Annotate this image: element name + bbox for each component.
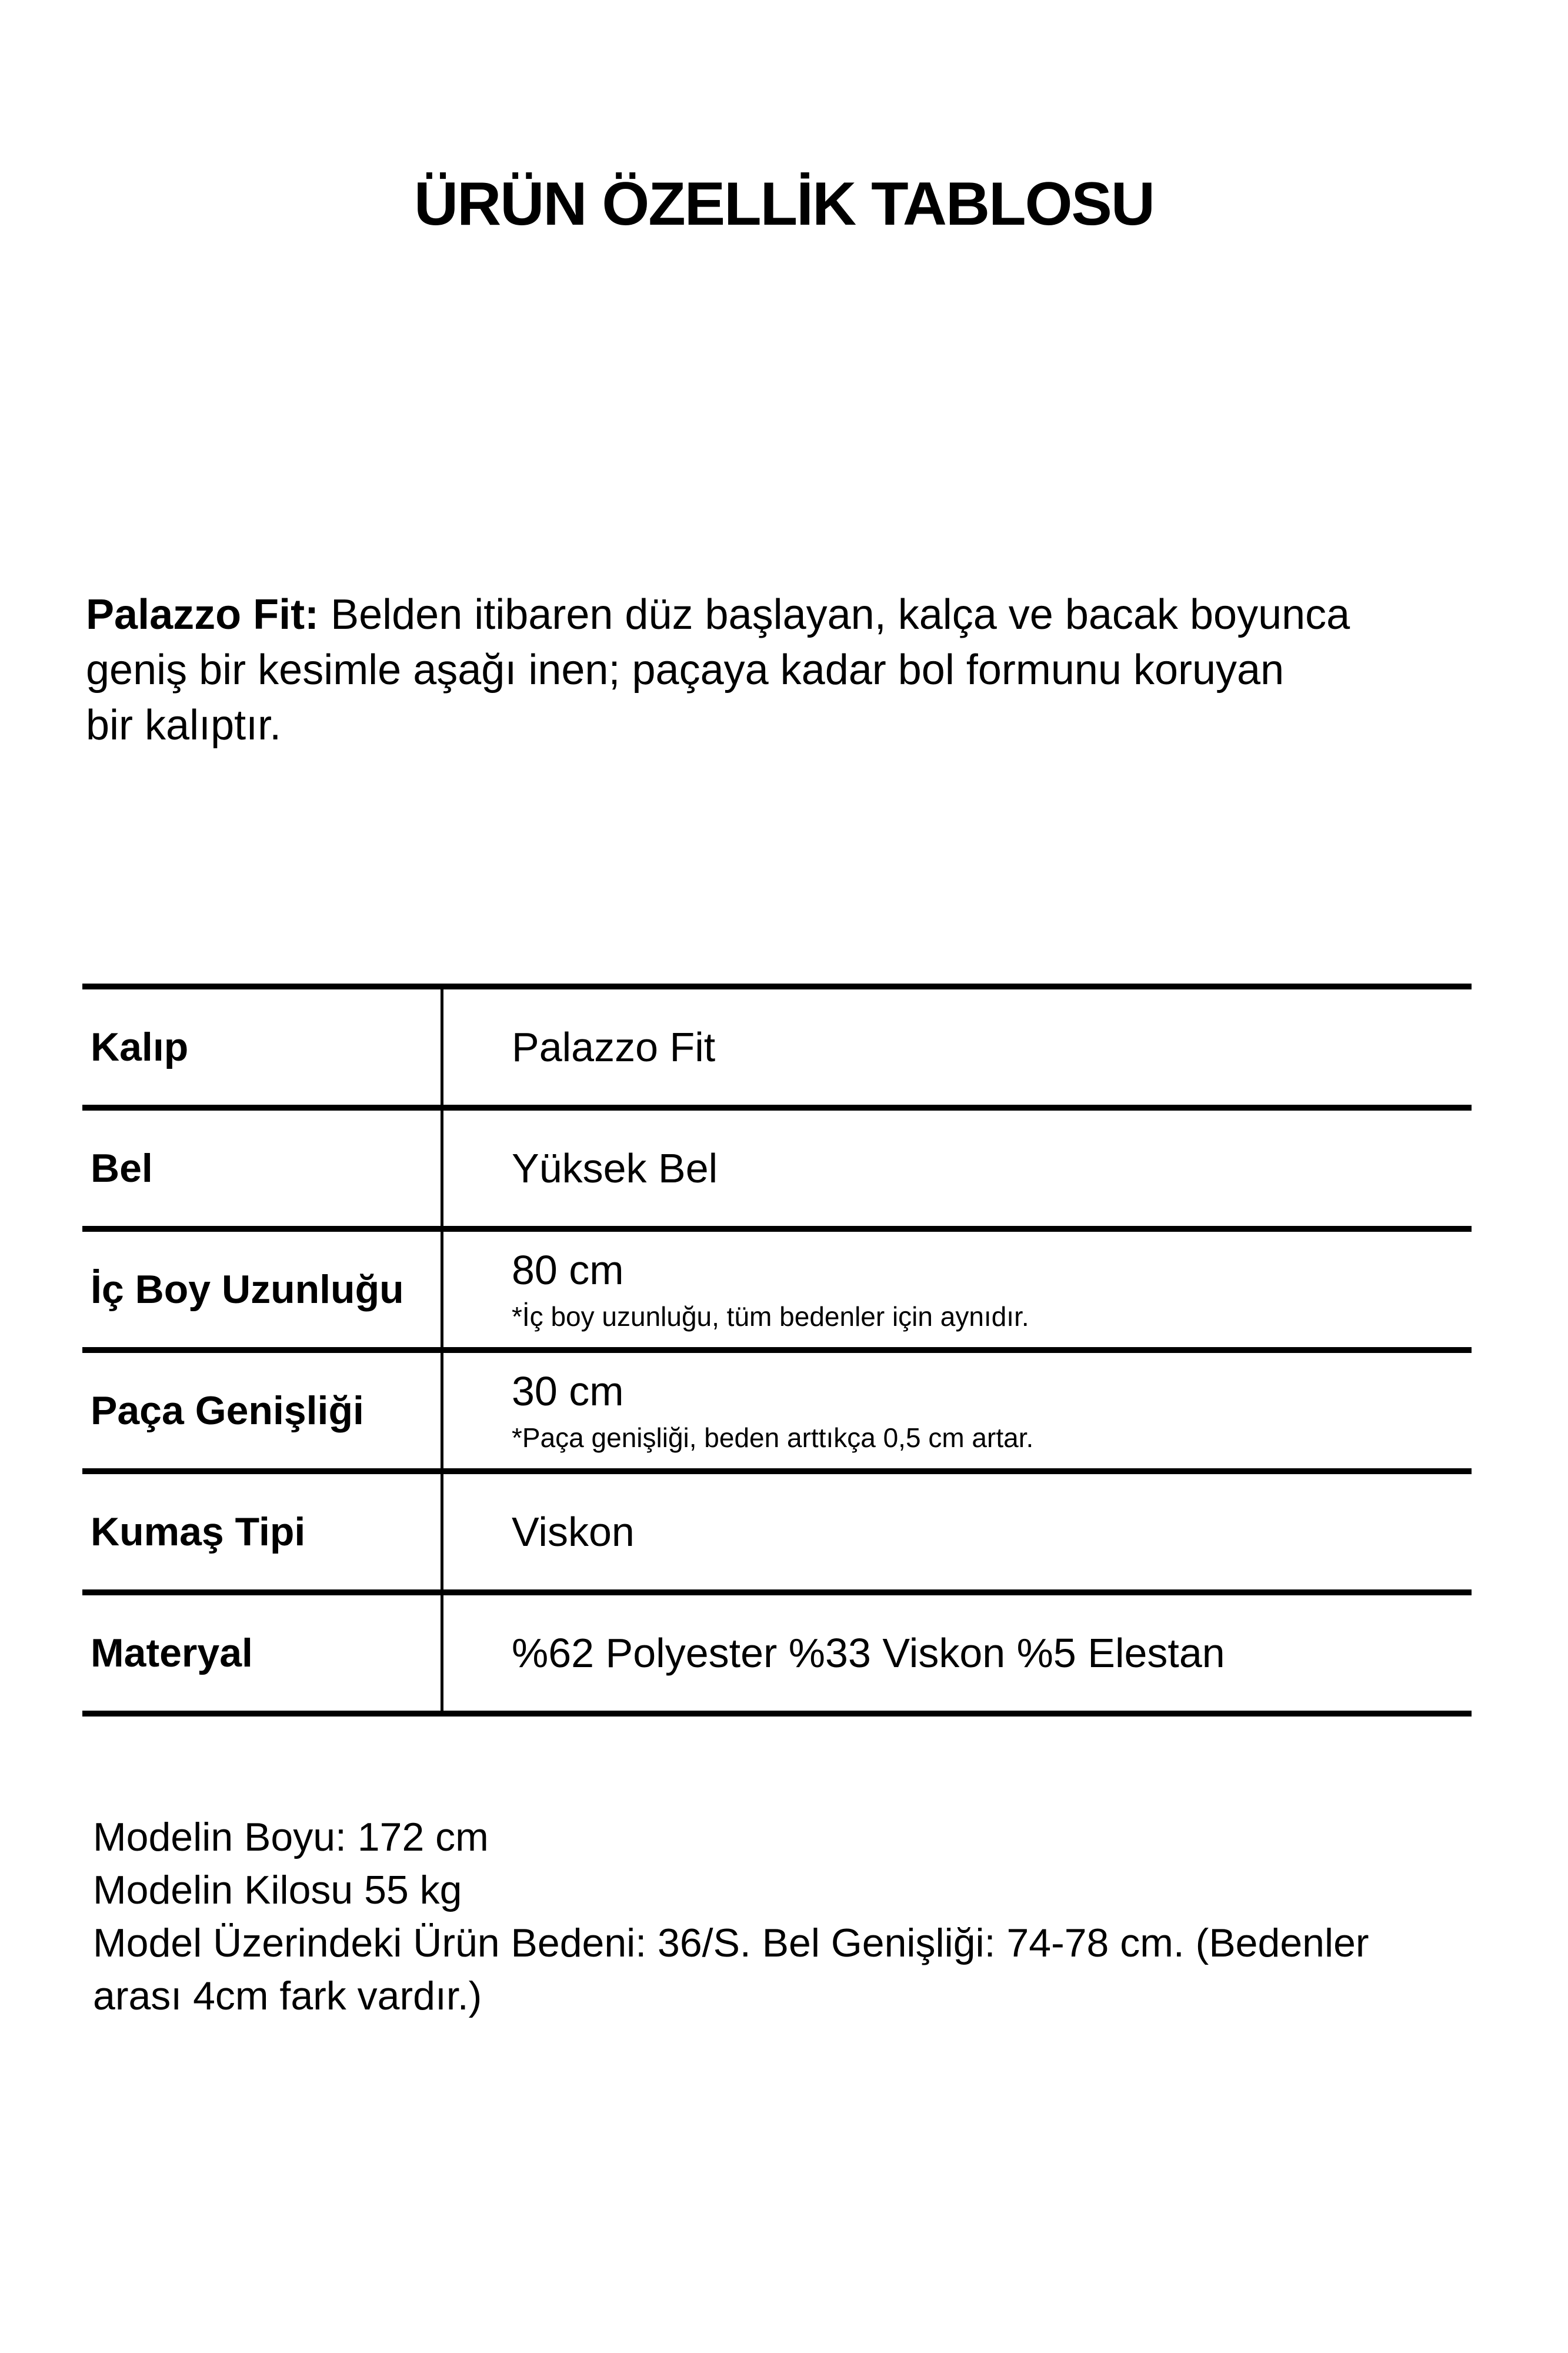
fit-name-label: Palazzo Fit:	[86, 591, 319, 638]
spec-value: Viskon	[512, 1509, 635, 1555]
spec-value-cell	[441, 1353, 1472, 1468]
model-info-line: Modelin Kilosu 55 kg	[93, 1868, 462, 1912]
spec-table	[82, 984, 1472, 1717]
spec-footnote: *İç boy uzunluğu, tüm bedenler için aynıdır.	[512, 1301, 1029, 1332]
spec-label: İç Boy Uzunluğu	[91, 1267, 404, 1312]
description-line: geniş bir kesimle aşağı inen; paçaya kadar bol formunu koruyan	[86, 646, 1285, 694]
model-info-line: Model Üzerindeki Ürün Bedeni: 36/S. Bel Genişliği: 74-78 cm. (Bedenler	[93, 1921, 1369, 1965]
spec-footnote: *Paça genişliği, beden arttıkça 0,5 cm artar.	[512, 1422, 1034, 1453]
spec-label: Materyal	[91, 1631, 253, 1675]
table-row-kalip	[82, 984, 1472, 1105]
spec-value: %62 Polyester %33 Viskon %5 Elestan	[512, 1630, 1225, 1676]
spec-label: Paça Genişliği	[91, 1388, 364, 1433]
description-line	[86, 587, 1533, 642]
table-row-bel	[82, 1105, 1472, 1226]
spec-value: Palazzo Fit	[512, 1024, 716, 1070]
table-row-materyal	[82, 1589, 1472, 1711]
spec-label: Kumaş Tipi	[91, 1509, 306, 1554]
table-row-ic-boy-uzunlugu	[82, 1226, 1472, 1347]
spec-value-cell	[441, 1474, 1472, 1589]
spec-value-cell	[441, 989, 1472, 1105]
spec-label: Bel	[91, 1146, 153, 1191]
spec-value-cell	[441, 1111, 1472, 1226]
table-row-paca-genisligi	[82, 1347, 1472, 1468]
spec-label: Kalıp	[91, 1025, 189, 1069]
table-row-kumas-tipi	[82, 1468, 1472, 1589]
page-title: ÜRÜN ÖZELLİK TABLOSU	[414, 170, 1154, 238]
model-info-line: arası 4cm fark vardır.)	[93, 1974, 482, 2018]
description-text: Belden itibaren düz başlayan, kalça ve bacak boyunca	[331, 591, 1350, 638]
fit-description	[86, 587, 1533, 753]
spec-value: Yüksek Bel	[512, 1145, 718, 1191]
spec-value-cell	[441, 1595, 1472, 1711]
model-info-line: Modelin Boyu: 172 cm	[93, 1815, 489, 1859]
spec-value-cell	[441, 1232, 1472, 1347]
table-column-divider	[441, 984, 443, 1711]
description-line: bir kalıptır.	[86, 702, 282, 749]
model-info	[93, 1811, 1552, 2022]
spec-value: 30 cm	[512, 1368, 624, 1414]
spec-value: 80 cm	[512, 1247, 624, 1293]
